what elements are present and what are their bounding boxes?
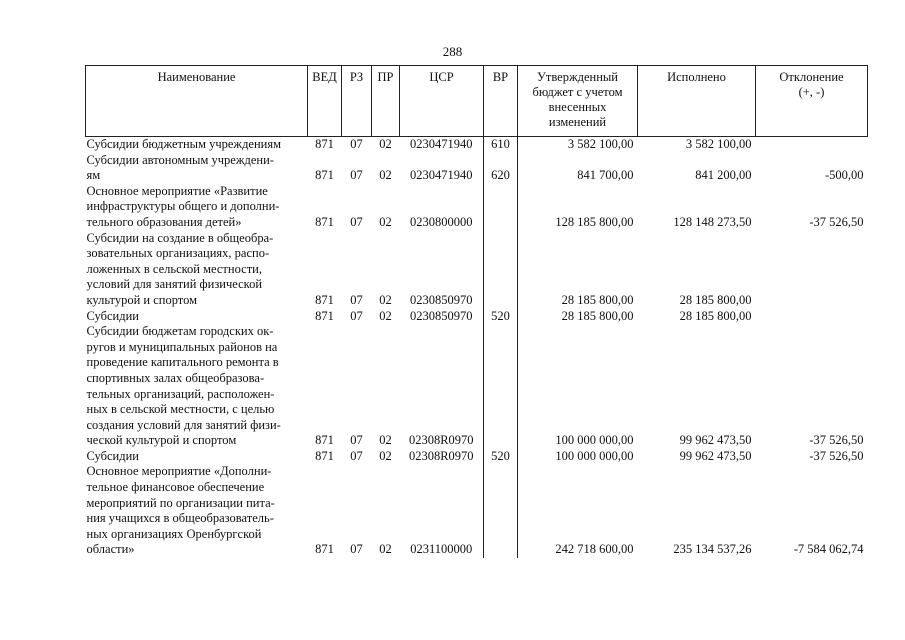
header-name: Наименование	[86, 66, 308, 137]
cell-ved: 871	[315, 542, 334, 557]
cell-vr: 520	[484, 449, 518, 465]
cell-executed: 99 962 473,50	[679, 433, 752, 448]
cell-deviation: -500,00	[824, 168, 864, 183]
table-row	[86, 137, 868, 153]
cell-vr	[484, 184, 518, 231]
cell-rz: 07	[350, 448, 363, 463]
table-row	[86, 449, 868, 465]
cell-vr: 620	[484, 153, 518, 184]
table-row	[86, 231, 868, 309]
header-executed: Исполнено	[638, 66, 756, 137]
cell-ved: 871	[315, 448, 334, 463]
cell-rz: 07	[350, 292, 363, 307]
header-csr: ЦСР	[400, 66, 484, 137]
cell-rz: 07	[350, 542, 363, 557]
budget-table	[85, 65, 868, 558]
cell-approved: 100 000 000,00	[555, 448, 634, 463]
cell-name: Основное мероприятие «Развитие инфраструктуры общего и дополни- тельного образования детей»	[86, 183, 280, 229]
cell-csr: 0231100000	[410, 542, 473, 557]
cell-csr: 02308R0970	[408, 433, 474, 448]
header-rz: РЗ	[342, 66, 372, 137]
cell-csr: 0230850970	[410, 292, 473, 307]
cell-rz: 07	[350, 137, 363, 151]
cell-approved: 3 582 100,00	[567, 137, 634, 151]
cell-ved: 871	[315, 433, 334, 448]
header-pr: ПР	[372, 66, 400, 137]
cell-vr	[484, 464, 518, 558]
cell-deviation: -37 526,50	[809, 214, 864, 229]
cell-vr	[484, 231, 518, 309]
cell-executed: 99 962 473,50	[679, 448, 752, 463]
cell-executed: 128 148 273,50	[673, 214, 752, 229]
cell-approved: 100 000 000,00	[555, 433, 634, 448]
table-row	[86, 464, 868, 558]
cell-pr: 02	[379, 292, 392, 307]
cell-name: Субсидии на создание в общеобра- зовательных организациях, распо- ложенных в сельской местности, условий для занятий физической культурой и спортом	[86, 230, 274, 307]
cell-approved: 841 700,00	[577, 168, 634, 183]
cell-deviation: -37 526,50	[809, 433, 864, 448]
cell-csr: 0230471940	[410, 137, 473, 151]
cell-approved: 242 718 600,00	[555, 542, 634, 557]
cell-approved: 28 185 800,00	[561, 308, 634, 323]
cell-ved: 871	[315, 292, 334, 307]
cell-name: Субсидии автономным учреждени- ям	[86, 152, 274, 183]
cell-csr: 0230850970	[410, 308, 473, 323]
cell-ved: 871	[315, 214, 334, 229]
header-approved: Утвержденный бюджет с учетом внесенных изменений	[518, 66, 638, 137]
table-row	[86, 324, 868, 449]
table-body	[86, 137, 868, 559]
cell-rz: 07	[350, 168, 363, 183]
cell-pr: 02	[379, 308, 392, 323]
table-header-row	[86, 66, 868, 137]
cell-pr: 02	[379, 433, 392, 448]
cell-ved: 871	[315, 137, 334, 151]
cell-csr: 0230471940	[410, 168, 473, 183]
page-number: 288	[442, 44, 463, 59]
cell-ved: 871	[315, 168, 334, 183]
cell-vr: 610	[484, 137, 518, 153]
table-row	[86, 153, 868, 184]
cell-deviation: -7 584 062,74	[793, 542, 864, 557]
cell-deviation: -37 526,50	[809, 448, 864, 463]
cell-deviation	[756, 309, 868, 325]
cell-executed: 28 185 800,00	[679, 308, 752, 323]
header-ved: ВЕД	[308, 66, 342, 137]
table-row	[86, 184, 868, 231]
cell-csr: 02308R0970	[408, 448, 474, 463]
table-row	[86, 309, 868, 325]
cell-rz: 07	[350, 214, 363, 229]
cell-executed: 235 134 537,26	[673, 542, 752, 557]
cell-vr	[484, 324, 518, 449]
cell-approved: 28 185 800,00	[561, 292, 634, 307]
cell-executed: 3 582 100,00	[685, 137, 752, 151]
cell-pr: 02	[379, 214, 392, 229]
cell-rz: 07	[350, 433, 363, 448]
cell-vr: 520	[484, 309, 518, 325]
cell-deviation	[756, 137, 868, 153]
cell-name: Субсидии	[86, 448, 139, 463]
cell-pr: 02	[379, 137, 392, 151]
cell-executed: 28 185 800,00	[679, 292, 752, 307]
cell-name: Субсидии бюджетам городских ок- ругов и муниципальных районов на проведение капитального ремонта в спортивных залах общеобразова- тельных организаций, расположен- ных в сельской местности, с целью создания условий для занятий физи- ческой культурой и спортом	[86, 324, 281, 448]
header-vr: ВР	[484, 66, 518, 137]
header-deviation: Отклонение (+, -)	[756, 66, 868, 137]
cell-name: Субсидии бюджетным учреждениям	[86, 137, 282, 151]
cell-name: Субсидии	[86, 308, 139, 323]
cell-rz: 07	[350, 308, 363, 323]
cell-name: Основное мероприятие «Дополни- тельное финансовое обеспечение мероприятий по организации пита- ния учащихся в общеобразователь- ных организациях Оренбургской области»	[86, 464, 275, 557]
cell-pr: 02	[379, 448, 392, 463]
cell-executed: 841 200,00	[695, 168, 752, 183]
cell-deviation	[756, 231, 868, 309]
cell-ved: 871	[315, 308, 334, 323]
cell-pr: 02	[379, 168, 392, 183]
cell-pr: 02	[379, 542, 392, 557]
cell-approved: 128 185 800,00	[555, 214, 634, 229]
cell-csr: 0230800000	[410, 214, 473, 229]
